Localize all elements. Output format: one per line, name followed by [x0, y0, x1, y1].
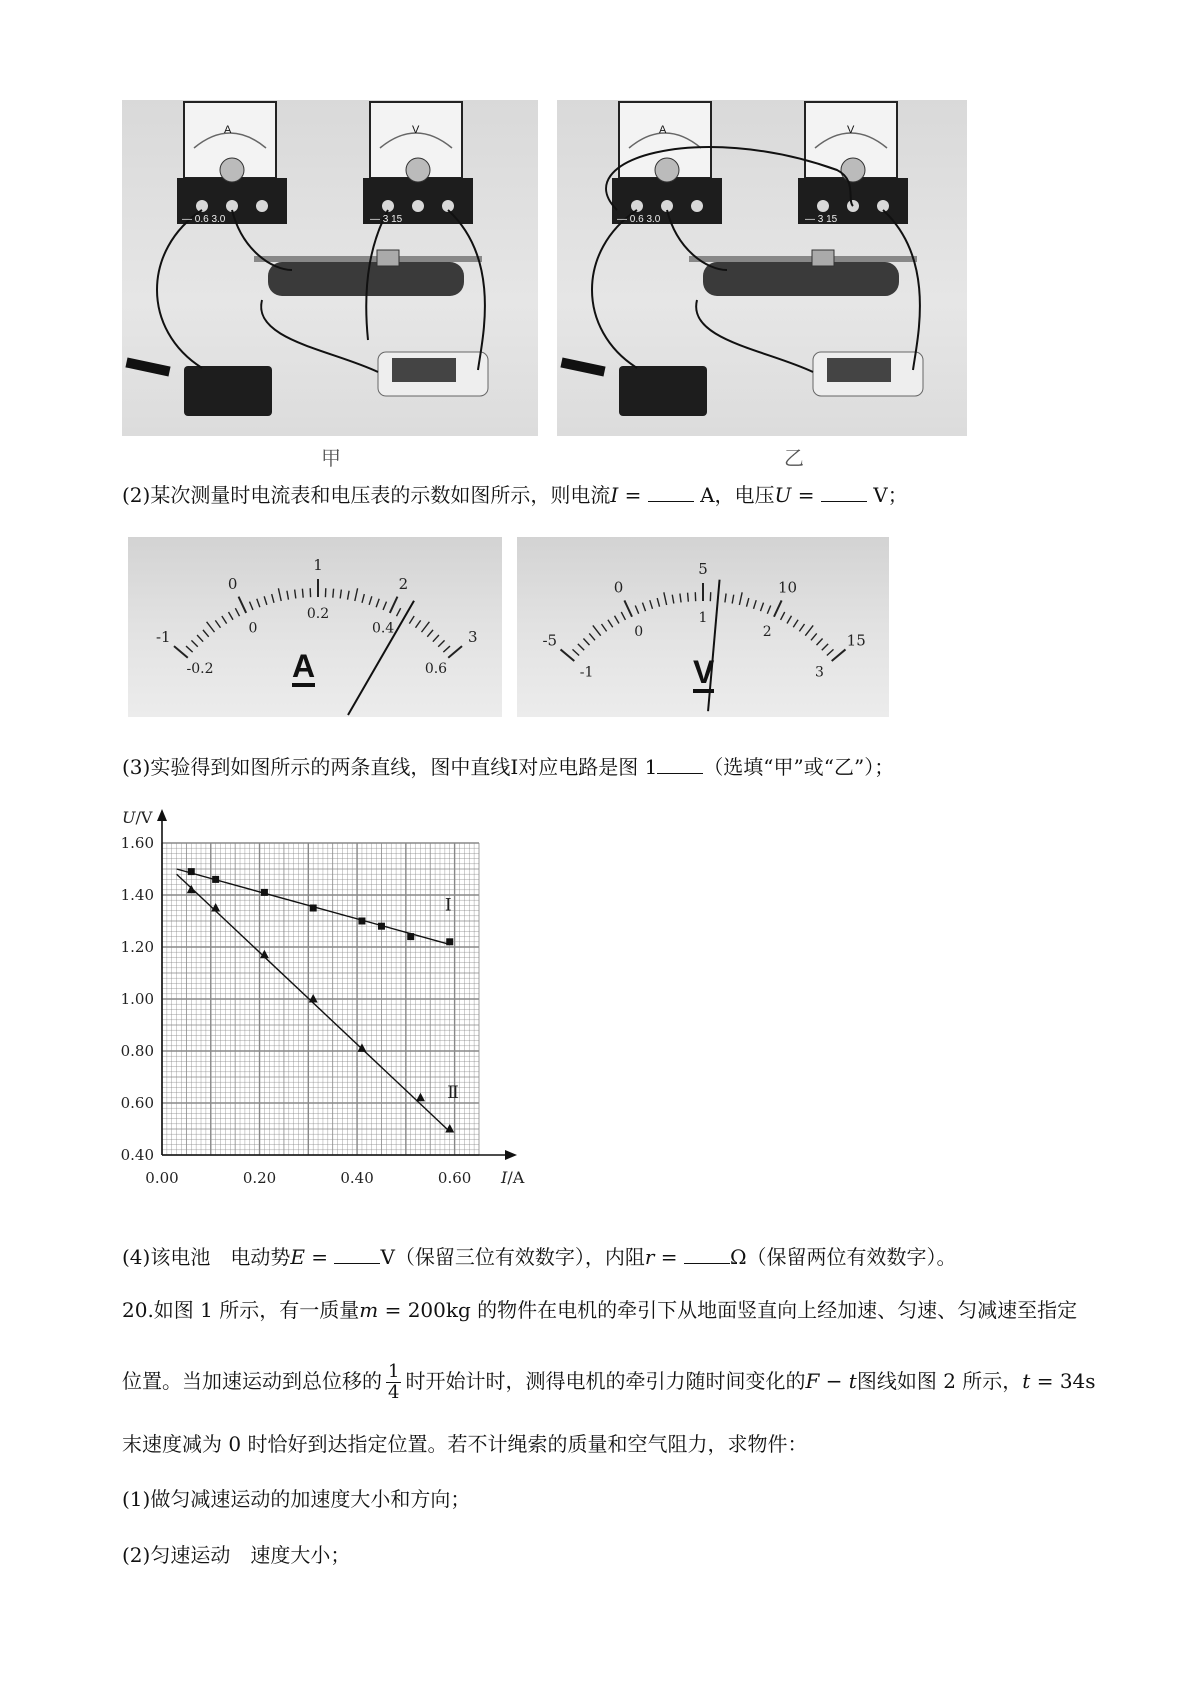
ammeter-tick	[197, 635, 203, 642]
voltmeter-tick	[561, 649, 575, 661]
ammeter-upper-label: 1	[313, 556, 323, 574]
ammeter-terminals-left: — 0.6 3.0	[182, 214, 226, 225]
series-label: Ⅰ	[444, 895, 452, 916]
data-point-triangle	[357, 1043, 366, 1052]
ammeter-tick	[409, 616, 414, 624]
voltmeter-tick	[621, 612, 625, 620]
ammeter-tick	[362, 594, 364, 603]
q3-text: (3)实验得到如图所示的两条直线，图中直线Ⅰ对应电路是图 1	[122, 755, 658, 779]
voltmeter-tick	[793, 620, 798, 628]
q4-emf-blank[interactable]	[334, 1245, 380, 1264]
voltmeter-letter-left: V	[412, 124, 420, 136]
q4-r-symbol: r	[644, 1245, 655, 1269]
voltmeter-lower-label: 2	[762, 624, 772, 641]
q4-eq: =	[304, 1245, 335, 1269]
ammeter-lower-label: 0.4	[371, 620, 395, 637]
ammeter-tick	[383, 602, 386, 610]
fraction-numerator: 1	[388, 1361, 400, 1382]
ammeter-lower-label: 0	[248, 620, 258, 637]
ammeter-tick	[438, 640, 444, 646]
ammeter-tick	[229, 612, 234, 620]
ammeter-tick	[443, 646, 450, 652]
voltmeter-tick	[650, 600, 653, 609]
y-tick-label: 0.40	[120, 1146, 154, 1164]
voltmeter-tick	[822, 644, 828, 650]
data-point-triangle	[416, 1093, 425, 1102]
voltmeter-tick	[642, 603, 645, 611]
q4-r-blank[interactable]	[684, 1245, 730, 1264]
voltmeter-lower-label: 1	[698, 610, 708, 626]
voltmeter-tick	[781, 612, 785, 620]
q3-line	[122, 753, 894, 781]
y-tick-label: 1.60	[120, 834, 154, 852]
q20-line4: (1)做匀减速运动的加速度大小和方向；	[122, 1487, 471, 1511]
ammeter-tick	[396, 608, 400, 616]
q20-t-value: = 34s	[1030, 1369, 1096, 1393]
voltmeter-tick	[754, 600, 757, 609]
voltmeter-tick	[767, 605, 770, 613]
q20-t-symbol: t	[1022, 1369, 1031, 1393]
q2-prefix: (2)某次测量时电流表和电压表的示数如图所示，则电流	[122, 483, 611, 507]
q2-eq2: =	[791, 483, 821, 507]
x-tick-label: 0.40	[340, 1169, 374, 1187]
ammeter-tick	[215, 620, 220, 627]
q20-line5: (2)匀速运动 速度大小；	[122, 1543, 351, 1567]
voltmeter-tick	[725, 594, 726, 603]
q20-line2-a: 位置。当加速运动到总位移的	[122, 1369, 382, 1393]
voltmeter-lower-label: 0	[634, 624, 644, 641]
q20-ft-symbol: F − t	[805, 1369, 857, 1393]
x-axis-label: I/A	[501, 1168, 525, 1187]
ammeter-tick	[302, 589, 303, 598]
data-point-square	[407, 933, 414, 940]
ammeter-tick	[207, 622, 215, 632]
q4-prefix: (4)该电池 电动势	[122, 1245, 291, 1269]
ammeter-tick	[191, 640, 197, 646]
data-point-triangle	[309, 994, 318, 1003]
voltmeter-tick	[805, 625, 813, 635]
ammeter-tick	[287, 591, 289, 600]
ammeter-terminals-right: — 0.6 3.0	[617, 214, 661, 225]
ammeter-needle	[348, 601, 414, 715]
ammeter-tick	[376, 599, 379, 607]
ammeter-tick	[390, 597, 398, 613]
voltmeter-tick	[589, 633, 595, 640]
q20-line2-c: 图线如图 2 所示，	[856, 1369, 1023, 1393]
voltmeter-tick	[787, 616, 792, 624]
ammeter-tick	[355, 588, 358, 601]
ammeter-dial-letter: A	[292, 649, 315, 687]
voltmeter-upper-label: 5	[698, 560, 708, 578]
ammeter-tick	[295, 590, 296, 599]
voltmeter-tick	[578, 644, 584, 650]
ammeter-tick	[249, 602, 252, 610]
voltmeter-tick	[816, 639, 822, 646]
voltmeter-tick	[799, 624, 804, 631]
q4-tail: Ω（保留两位有效数字）。	[729, 1245, 957, 1269]
q4-emf-symbol: E	[290, 1245, 305, 1269]
data-point-square	[446, 938, 453, 945]
ammeter-tick	[416, 620, 421, 627]
ammeter-tick	[264, 596, 267, 605]
voltmeter-tick	[657, 598, 659, 607]
photo-caption-right: 乙	[784, 446, 804, 470]
series-label: Ⅱ	[447, 1082, 459, 1103]
voltmeter-lower-label: -1	[579, 664, 594, 681]
circuit-photo-right	[557, 100, 967, 436]
voltmeter-tick	[732, 595, 734, 604]
voltmeter-tick	[573, 649, 580, 655]
y-tick-label: 0.60	[120, 1094, 154, 1112]
ammeter-tick	[239, 597, 247, 613]
ammeter-tick	[448, 646, 462, 658]
y-axis-label: U/V	[122, 808, 153, 827]
ammeter-tick	[203, 630, 209, 637]
q2-voltage-symbol: U	[774, 483, 792, 507]
voltmeter-tick	[739, 592, 742, 605]
ammeter-tick	[174, 646, 188, 658]
q20-line1	[122, 1296, 1077, 1324]
ammeter-tick	[333, 589, 334, 598]
voltmeter-tick	[746, 598, 748, 607]
voltmeter-dial-letter: V	[693, 655, 714, 693]
voltmeter-tick	[593, 625, 601, 635]
ammeter-tick	[427, 630, 433, 637]
q4-line	[122, 1243, 957, 1271]
ammeter-upper-label: -1	[155, 628, 171, 647]
chart-svg	[110, 795, 570, 1225]
voltmeter-tick	[760, 603, 763, 611]
q20-line2	[122, 1356, 1096, 1406]
ammeter-letter-right: A	[659, 124, 667, 136]
y-axis-arrow	[157, 809, 167, 821]
voltmeter-tick	[601, 624, 606, 631]
ammeter-upper-label: 3	[467, 628, 478, 647]
q2-unit-a: A	[700, 483, 715, 507]
ammeter-tick	[186, 646, 193, 652]
ammeter-tick	[348, 591, 350, 600]
voltmeter-tick	[664, 592, 667, 605]
q3-blank[interactable]	[657, 755, 703, 774]
q2-voltage-blank[interactable]	[821, 483, 867, 502]
voltmeter-upper-label: 10	[777, 578, 798, 597]
voltmeter-tick	[624, 600, 632, 616]
voltmeter-tick	[583, 639, 589, 646]
voltmeter-tick	[672, 595, 674, 604]
voltmeter-upper-label: -5	[542, 631, 558, 650]
voltmeter-tick	[615, 616, 620, 624]
q2-line	[122, 481, 908, 509]
q20-mass-value: = 200kg	[378, 1298, 471, 1322]
q20-mass-symbol: m	[359, 1298, 379, 1322]
ammeter-tick	[222, 616, 227, 624]
ammeter-upper-label: 0	[227, 574, 238, 593]
ammeter-tick	[340, 590, 341, 599]
ui-chart	[110, 795, 570, 1225]
ammeter-tick	[278, 588, 281, 601]
ammeter-dial-photo	[128, 537, 502, 717]
q20-line3: 末速度减为 0 时恰好到达指定位置。若不计绳索的质量和空气阻力，求物件：	[122, 1432, 808, 1456]
data-point-square	[310, 905, 317, 912]
data-point-square	[261, 889, 268, 896]
fraction-denominator: 4	[388, 1382, 400, 1403]
ammeter-tick	[433, 635, 439, 642]
voltmeter-tick	[827, 649, 834, 655]
x-axis-arrow	[505, 1150, 517, 1160]
voltmeter-terminals-left: — 3 15	[370, 214, 403, 225]
q20-fraction	[386, 1362, 401, 1403]
ammeter-lower-label: -0.2	[186, 661, 214, 678]
y-tick-label: 1.40	[120, 886, 154, 904]
q3-tail: （选填“甲”或“乙”）；	[703, 755, 895, 779]
voltmeter-tick	[811, 633, 817, 640]
photo-caption-left: 甲	[321, 446, 341, 470]
data-point-square	[212, 876, 219, 883]
circuit-right-drawing	[557, 100, 967, 436]
voltmeter-tick	[680, 594, 681, 603]
q2-mid: ，电压	[714, 483, 775, 507]
data-point-square	[358, 918, 365, 925]
ammeter-lower-label: 0.2	[306, 606, 330, 622]
ammeter-upper-label: 2	[398, 574, 409, 593]
ammeter-tick	[235, 608, 239, 616]
q2-eq: =	[618, 483, 648, 507]
ammeter-lower-label: 0.6	[424, 661, 448, 678]
ammeter-letter-left: A	[224, 124, 232, 136]
q2-current-blank[interactable]	[648, 483, 694, 502]
ammeter-dial-drawing	[128, 537, 502, 717]
voltmeter-tick	[635, 605, 638, 613]
y-tick-label: 0.80	[120, 1042, 154, 1060]
q2-current-symbol: I	[610, 483, 619, 507]
voltmeter-lower-label: 3	[814, 664, 824, 681]
voltmeter-terminals-right: — 3 15	[805, 214, 838, 225]
voltmeter-upper-label: 15	[846, 631, 866, 650]
q20-line2-b: 时开始计时，测得电机的牵引力随时间变化的	[405, 1369, 806, 1393]
voltmeter-tick	[774, 600, 782, 616]
ammeter-tick	[257, 599, 260, 607]
voltmeter-tick	[688, 593, 689, 602]
circuit-left-drawing	[122, 100, 538, 436]
q2-end: ；	[887, 483, 908, 507]
ammeter-tick	[272, 594, 274, 603]
q2-unit-v: V	[873, 483, 888, 507]
q4-eq2: =	[654, 1245, 684, 1269]
y-tick-label: 1.20	[120, 938, 154, 956]
x-tick-label: 0.20	[242, 1169, 277, 1187]
y-tick-label: 1.00	[120, 990, 154, 1008]
voltmeter-tick	[832, 649, 846, 661]
q20-line1-b: 的物件在电机的牵引下从地面竖直向上经加速、匀速、匀减速至指定	[470, 1298, 1078, 1322]
voltmeter-dial-photo	[517, 537, 889, 717]
circuit-photo-left	[122, 100, 538, 436]
x-tick-label: 0.00	[145, 1169, 179, 1187]
q4-mid: V（保留三位有效数字），内阻	[380, 1245, 645, 1269]
ammeter-tick	[421, 622, 429, 632]
ammeter-tick	[369, 596, 372, 605]
voltmeter-upper-label: 0	[613, 578, 624, 597]
data-point-square	[188, 868, 195, 875]
q20-line1-a: 20.如图 1 所示，有一质量	[122, 1298, 360, 1322]
data-point-square	[378, 923, 385, 930]
voltmeter-letter-right: V	[847, 124, 855, 136]
x-tick-label: 0.60	[437, 1169, 472, 1187]
voltmeter-tick	[608, 620, 613, 628]
data-point-triangle	[187, 885, 196, 894]
